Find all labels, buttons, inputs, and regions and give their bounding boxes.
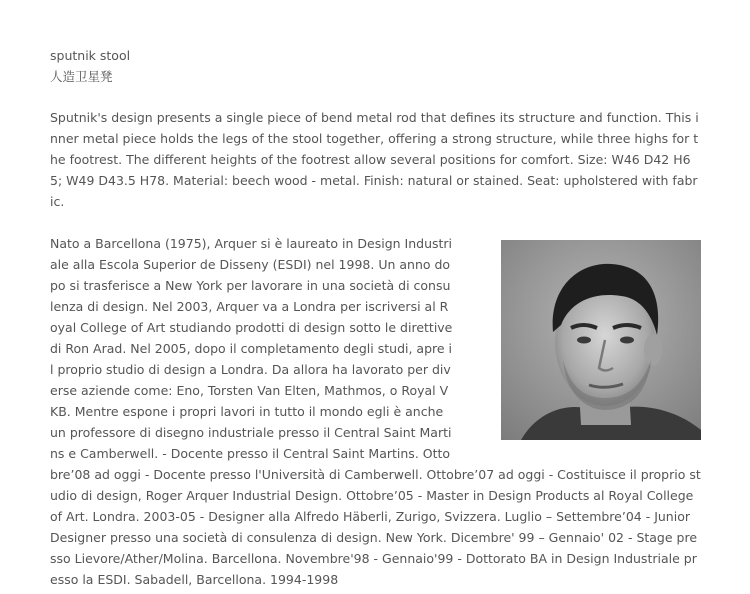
product-title-zh: 人造卫星凳 <box>50 69 113 84</box>
portrait-illustration <box>501 240 701 440</box>
designer-portrait-photo <box>501 240 701 440</box>
product-title-en: sputnik stool <box>50 48 131 63</box>
designer-biography: Nato a Barcellona (1975), Arquer si è laureato in Design Industriale alla Escola Superior de Disseny (ESDI) nel 1998. Un anno dopo si trasferisce a New York per lavorare in una società di consulenza di design. Nel 2003, Arquer va a Londra per iscriversi al Royal College of Art studiando prodotti di design sotto le direttive di Ron Arad. Nel 2005, dopo il completamento degli studi, apre il proprio studio di design a Londra. Da allora ha lavorato per diverse aziende come: Eno, Torsten Van Elten, Mathmos, o Royal VKB. Mentre espone i propri lavori in tutto il mondo egli è anche un professore di disegno industriale presso il Central Saint Martins e Camberwell. - Docente presso il Central Saint Martins. Ottobre’08 ad oggi - Docente presso l'Università di Camberwell. Ottobre’07 ad oggi - Costituisce il proprio studio di design, Roger Arquer Industrial Design. Ottobre’05 - Master in Design Products al Royal College of Art. Londra. 2003-05 - Designer alla Alfredo Häberli, Zurigo, Svizzera. Luglio – Settembre’04 - Junior Designer presso una società di consulenza di design. New York. Dicembre' 99 – Gennaio' 02 - Stage presso Lievore/Ather/Molina. Barcellona. Novembre'98 - Gennaio'99 - Dottorato BA in Design Industriale presso la ESDI. Sabadell, Barcellona. 1994-1998 <box>50 236 701 587</box>
product-page <box>50 45 701 590</box>
product-description: Sputnik's design presents a single piece of bend metal rod that defines its structure and function. This inner metal piece holds the legs of the stool together, offering a strong structure, while three highs for the footrest. The different heights of the footrest allow several positions for comfort. Size: W46 D42 H65; W49 D43.5 H78. Material: beech wood - metal. Finish: natural or stained. Seat: upholstered with fabric. <box>50 110 699 209</box>
designer-bio-section <box>50 233 701 590</box>
